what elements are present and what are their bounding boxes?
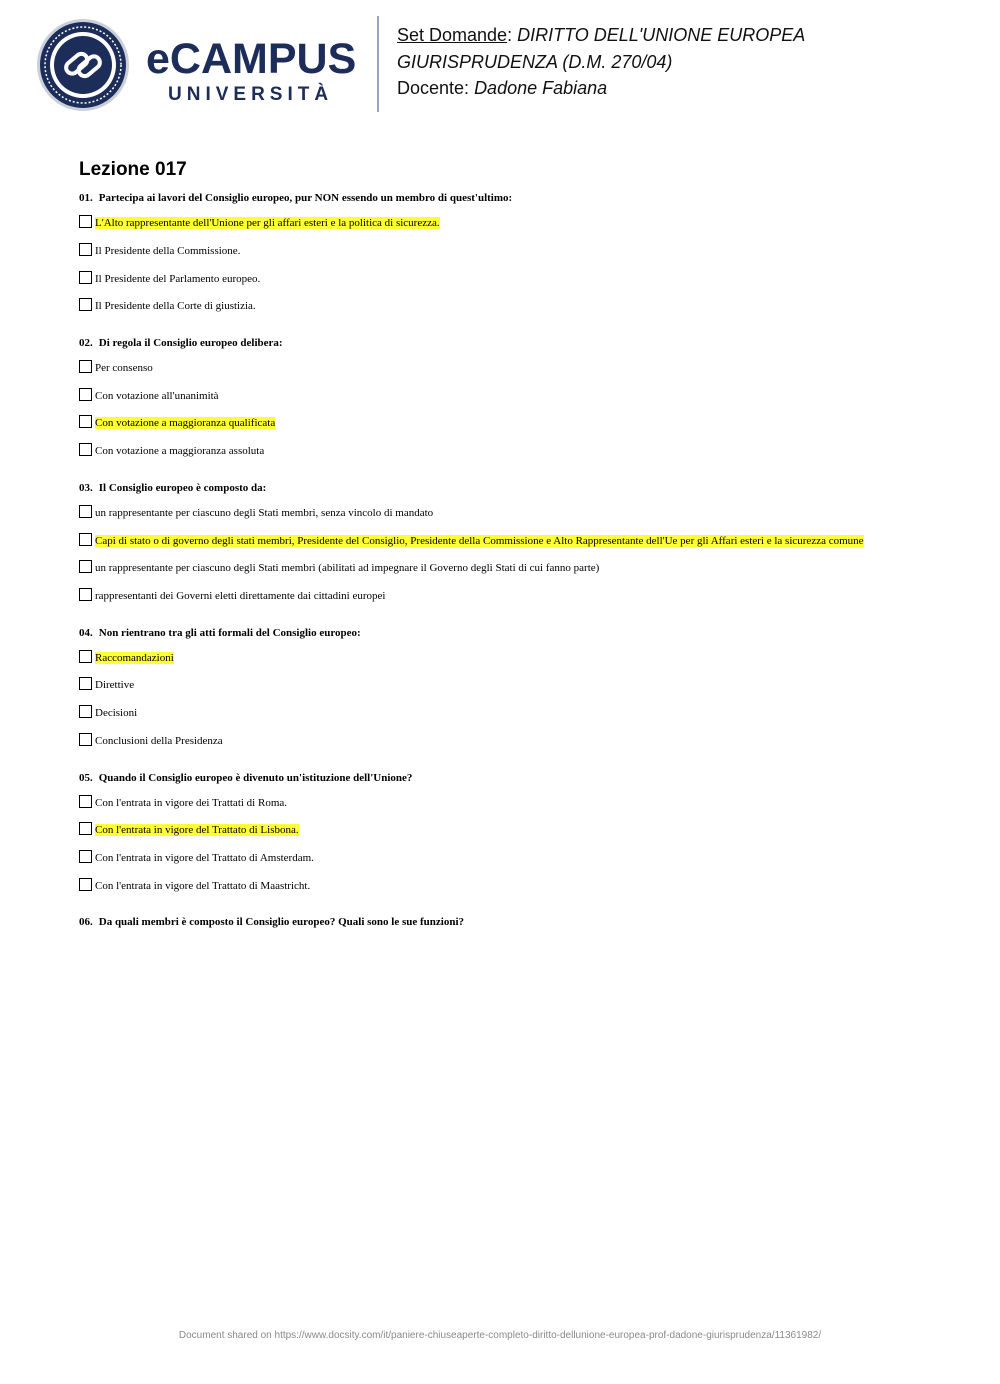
question-number: 01. (79, 192, 93, 204)
question-prompt: Il Consiglio europeo è composto da: (98, 481, 267, 494)
question-block (79, 915, 919, 929)
answer-option-text: rappresentanti dei Governi eletti direttamente dai cittadini europei (95, 590, 386, 603)
question-block (79, 771, 919, 894)
answer-option-text: un rappresentante per ciascuno degli Stati membri, senza vincolo di mandato (95, 506, 434, 519)
page-header (0, 0, 1000, 120)
answer-option-text: un rappresentante per ciascuno degli Stati membri (abilitati ad impegnare il Governo degli Stati di cui fanno parte) (95, 562, 600, 575)
checkbox[interactable] (79, 705, 92, 718)
checkbox[interactable] (79, 560, 92, 573)
question-text (79, 771, 919, 785)
question-list (79, 191, 919, 929)
brand-name: eCAMPUS (146, 35, 357, 83)
question-text (79, 626, 919, 640)
question-text (79, 481, 919, 495)
answer-option-text: L'Alto rappresentante dell'Unione per gli affari esteri e la politica di sicurezza. (95, 217, 440, 229)
answer-option[interactable] (79, 505, 919, 521)
answer-option[interactable] (79, 298, 919, 314)
answer-option[interactable] (79, 878, 919, 894)
answer-option-correct[interactable] (79, 415, 919, 431)
checkbox[interactable] (79, 243, 92, 256)
answer-option-correct[interactable] (79, 215, 919, 231)
checkbox[interactable] (79, 733, 92, 746)
question-number: 02. (79, 336, 93, 349)
docente-label: Docente: (397, 78, 470, 98)
answer-option-correct[interactable] (79, 533, 919, 549)
course-info (397, 22, 805, 102)
course-title-line2: GIURISPRUDENZA (D.M. 270/04) (397, 51, 673, 72)
answer-option-text: Per consenso (95, 361, 153, 374)
answer-option[interactable] (79, 243, 919, 259)
answer-option[interactable] (79, 705, 919, 721)
answer-option[interactable] (79, 795, 919, 811)
course-line-1 (397, 22, 805, 49)
question-number: 03. (79, 481, 93, 494)
checkbox[interactable] (79, 388, 92, 401)
checkbox[interactable] (79, 795, 92, 808)
question-number: 05. (79, 771, 93, 784)
question-number: 06. (79, 916, 93, 929)
answer-option[interactable] (79, 271, 919, 287)
checkbox[interactable] (79, 443, 92, 456)
checkbox[interactable] (79, 850, 92, 863)
checkbox[interactable] (79, 677, 92, 690)
answer-option-text: Con l'entrata in vigore dei Trattati di Roma. (95, 796, 288, 809)
answer-option-text: Il Presidente della Corte di giustizia. (95, 300, 256, 313)
question-text (79, 915, 919, 929)
answer-option[interactable] (79, 560, 919, 576)
header-divider (377, 16, 379, 112)
answer-option-text: Con l'entrata in vigore del Trattato di Maastricht. (95, 879, 311, 892)
answer-option-text: Con votazione all'unanimità (95, 389, 219, 402)
lesson-title: Lezione 017 (79, 159, 187, 180)
set-label: Set Domande (397, 25, 508, 45)
answer-option-text: Il Presidente della Commissione. (95, 244, 241, 257)
answer-option-text: Raccomandazioni (95, 651, 174, 664)
course-title-line1: DIRITTO DELL'UNIONE EUROPEA (517, 25, 806, 45)
answer-option-correct[interactable] (79, 822, 919, 838)
answer-option-text: Con votazione a maggioranza assoluta (95, 445, 265, 458)
docente-line (397, 75, 805, 102)
checkbox[interactable] (79, 822, 92, 835)
answer-option-text: Capi di stato o di governo degli stati membri, Presidente del Consiglio, Presidente della Commissione e Alto Rappresentante dell'Ue per gli Affari esteri e la sicurezza comune (95, 534, 864, 547)
answer-option[interactable] (79, 588, 919, 604)
question-prompt: Partecipa ai lavori del Consiglio europeo, pur NON essendo un membro di quest'ultimo: (98, 192, 513, 204)
answer-option-text: Con l'entrata in vigore del Trattato di Amsterdam. (95, 852, 314, 865)
answer-option-text: Direttive (95, 679, 135, 692)
answer-option-text: Con l'entrata in vigore del Trattato di Lisbona. (95, 824, 299, 837)
answer-option[interactable] (79, 677, 919, 693)
checkbox[interactable] (79, 271, 92, 284)
lesson-content (79, 158, 919, 951)
question-block (79, 336, 919, 459)
question-block (79, 626, 919, 749)
answer-option[interactable] (79, 850, 919, 866)
question-text (79, 191, 919, 205)
question-block (79, 191, 919, 314)
answer-option[interactable] (79, 443, 919, 459)
ecampus-wordmark (146, 35, 357, 105)
answer-option[interactable] (79, 360, 919, 376)
checkbox[interactable] (79, 533, 92, 546)
answer-option-text: Conclusioni della Presidenza (95, 735, 223, 748)
checkbox[interactable] (79, 415, 92, 428)
answer-option-correct[interactable] (79, 650, 919, 666)
answer-option-text: Il Presidente del Parlamento europeo. (95, 272, 261, 285)
course-line-2 (397, 49, 805, 76)
answer-option[interactable] (79, 733, 919, 749)
answer-option-text: Decisioni (95, 707, 138, 720)
question-prompt: Da quali membri è composto il Consiglio europeo? Quali sono le sue funzioni? (98, 916, 465, 929)
docente-name: Dadone Fabiana (474, 78, 608, 98)
checkbox[interactable] (79, 298, 92, 311)
answer-option[interactable] (79, 388, 919, 404)
set-separator: : (507, 25, 513, 45)
question-number: 04. (79, 626, 93, 639)
question-block (79, 481, 919, 604)
footer-source: Document shared on https://www.docsity.com/it/paniere-chiuseaperte-completo-diritto-dellunione-europea-prof-dadone-giurisprudenza/11361982/ (178, 1330, 822, 1341)
answer-option-text: Con votazione a maggioranza qualificata (95, 417, 276, 430)
checkbox[interactable] (79, 650, 92, 663)
brand-subtitle: UNIVERSITÀ (168, 84, 334, 105)
checkbox[interactable] (79, 360, 92, 373)
question-prompt: Quando il Consiglio europeo è divenuto un'istituzione dell'Unione? (98, 771, 413, 784)
checkbox[interactable] (79, 588, 92, 601)
checkbox[interactable] (79, 505, 92, 518)
question-prompt: Di regola il Consiglio europeo delibera: (98, 336, 283, 349)
checkbox[interactable] (79, 878, 92, 891)
ecampus-seal-logo (36, 18, 130, 112)
question-prompt: Non rientrano tra gli atti formali del Consiglio europeo: (98, 626, 361, 639)
checkbox[interactable] (79, 215, 92, 228)
question-text (79, 336, 919, 350)
